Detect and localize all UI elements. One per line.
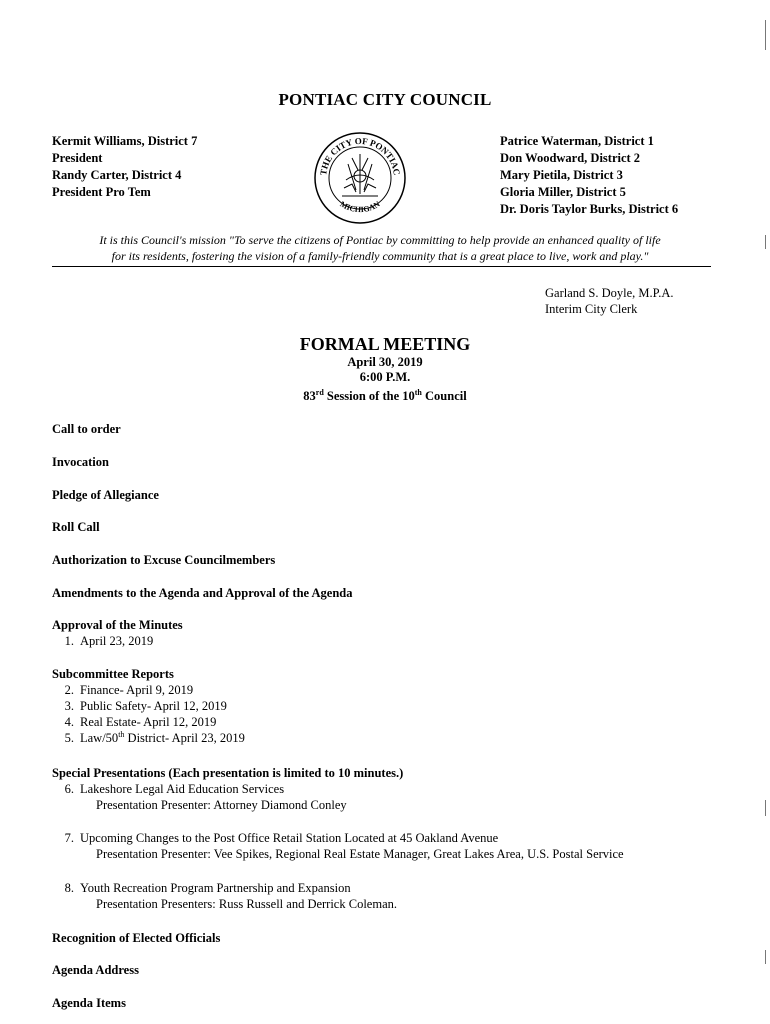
list-item bbox=[52, 830, 498, 846]
member-line: Don Woodward, District 2 bbox=[500, 151, 641, 165]
item-number: 8. bbox=[64, 881, 74, 895]
agenda-excuse-councilmembers: Authorization to Excuse Councilmembers bbox=[52, 553, 276, 567]
svg-text:MICHIGAN bbox=[338, 199, 381, 214]
item-text: Public Safety- April 12, 2019 bbox=[80, 699, 227, 713]
mission-line: It is this Council's mission "To serve the citizens of Pontiac by committing to help provide an enhanced quality of life bbox=[99, 233, 661, 247]
minutes-heading: Approval of the Minutes bbox=[52, 618, 183, 632]
header-divider bbox=[52, 266, 711, 267]
list-item bbox=[52, 730, 245, 746]
presenter-line: Presentation Presenter: Attorney Diamond Conley bbox=[96, 798, 347, 812]
council-number-suffix: th bbox=[414, 387, 422, 397]
item-number: 4. bbox=[64, 715, 74, 729]
list-item bbox=[52, 633, 153, 649]
council-members-list bbox=[500, 133, 678, 218]
member-line: Dr. Doris Taylor Burks, District 6 bbox=[500, 202, 679, 216]
session-middle: Session of the 10 bbox=[323, 389, 415, 403]
item-text: Lakeshore Legal Aid Education Services bbox=[80, 782, 285, 796]
city-seal-icon bbox=[312, 130, 408, 226]
special-presentations-heading: Special Presentations (Each presentation is limited to 10 minutes.) bbox=[52, 766, 404, 780]
clerk-title: Interim City Clerk bbox=[545, 302, 638, 316]
item-number: 7. bbox=[64, 831, 74, 845]
meeting-time: 6:00 P.M. bbox=[359, 370, 411, 384]
council-leadership-list bbox=[52, 133, 197, 201]
scan-edge-mark bbox=[765, 235, 766, 249]
member-line: Gloria Miller, District 5 bbox=[500, 185, 626, 199]
scan-edge-mark bbox=[765, 20, 766, 50]
seal-bottom-text: MICHIGAN bbox=[338, 199, 382, 215]
item-text: April 23, 2019 bbox=[80, 634, 154, 648]
member-line: Patrice Waterman, District 1 bbox=[500, 134, 654, 148]
agenda-amendments: Amendments to the Agenda and Approval of the Agenda bbox=[52, 586, 353, 600]
item-text: Real Estate- April 12, 2019 bbox=[80, 715, 217, 729]
clerk-block bbox=[545, 285, 673, 317]
session-number-suffix: rd bbox=[315, 387, 324, 397]
list-item bbox=[52, 781, 284, 797]
item-number: 6. bbox=[64, 782, 74, 796]
presenter-line: Presentation Presenter: Vee Spikes, Regional Real Estate Manager, Great Lakes Area, U.S. Postal Service bbox=[96, 847, 624, 861]
presenter-line: Presentation Presenters: Russ Russell and Derrick Coleman. bbox=[96, 897, 397, 911]
agenda-recognition: Recognition of Elected Officials bbox=[52, 931, 221, 945]
seal-top-text: THE CITY OF PONTIAC bbox=[318, 135, 402, 176]
list-item bbox=[52, 714, 216, 730]
council-title: PONTIAC CITY COUNCIL bbox=[278, 90, 492, 109]
agenda-items: Agenda Items bbox=[52, 996, 126, 1010]
agenda-address: Agenda Address bbox=[52, 963, 139, 977]
meeting-title: FORMAL MEETING bbox=[299, 334, 471, 354]
meeting-block bbox=[0, 333, 770, 404]
session-number: 83 bbox=[303, 389, 316, 403]
agenda-invocation: Invocation bbox=[52, 455, 109, 469]
agenda-call-to-order: Call to order bbox=[52, 422, 121, 436]
item-text-sup: th bbox=[118, 729, 125, 739]
subcommittee-heading: Subcommittee Reports bbox=[52, 667, 174, 681]
item-text: Finance- April 9, 2019 bbox=[80, 683, 194, 697]
scan-edge-mark bbox=[765, 950, 766, 964]
mission-line: for its residents, fostering the vision of a family-friendly community that is a great place to live, work and play." bbox=[111, 249, 649, 263]
member-line: Mary Pietila, District 3 bbox=[500, 168, 623, 182]
member-line: Randy Carter, District 4 bbox=[52, 168, 182, 182]
item-number: 3. bbox=[64, 699, 74, 713]
agenda-pledge: Pledge of Allegiance bbox=[52, 488, 159, 502]
member-line: Kermit Williams, District 7 bbox=[52, 134, 198, 148]
meeting-date: April 30, 2019 bbox=[347, 355, 423, 369]
member-line: President bbox=[52, 151, 103, 165]
item-number: 2. bbox=[64, 683, 74, 697]
agenda-roll-call: Roll Call bbox=[52, 520, 100, 534]
member-line: President Pro Tem bbox=[52, 185, 151, 199]
session-end: Council bbox=[421, 389, 467, 403]
list-item bbox=[52, 880, 351, 896]
item-number: 5. bbox=[64, 731, 74, 745]
list-item bbox=[52, 698, 227, 714]
meeting-session bbox=[0, 389, 770, 404]
clerk-name: Garland S. Doyle, M.P.A. bbox=[545, 286, 674, 300]
mission-statement bbox=[30, 232, 730, 264]
list-item bbox=[52, 682, 193, 698]
item-number: 1. bbox=[64, 634, 74, 648]
item-text-pre: Law/50 bbox=[80, 731, 119, 745]
scan-edge-mark bbox=[765, 800, 766, 816]
item-text: Upcoming Changes to the Post Office Retail Station Located at 45 Oakland Avenue bbox=[80, 831, 499, 845]
item-text-post: District- April 23, 2019 bbox=[124, 731, 245, 745]
item-text: Youth Recreation Program Partnership and Expansion bbox=[80, 881, 351, 895]
